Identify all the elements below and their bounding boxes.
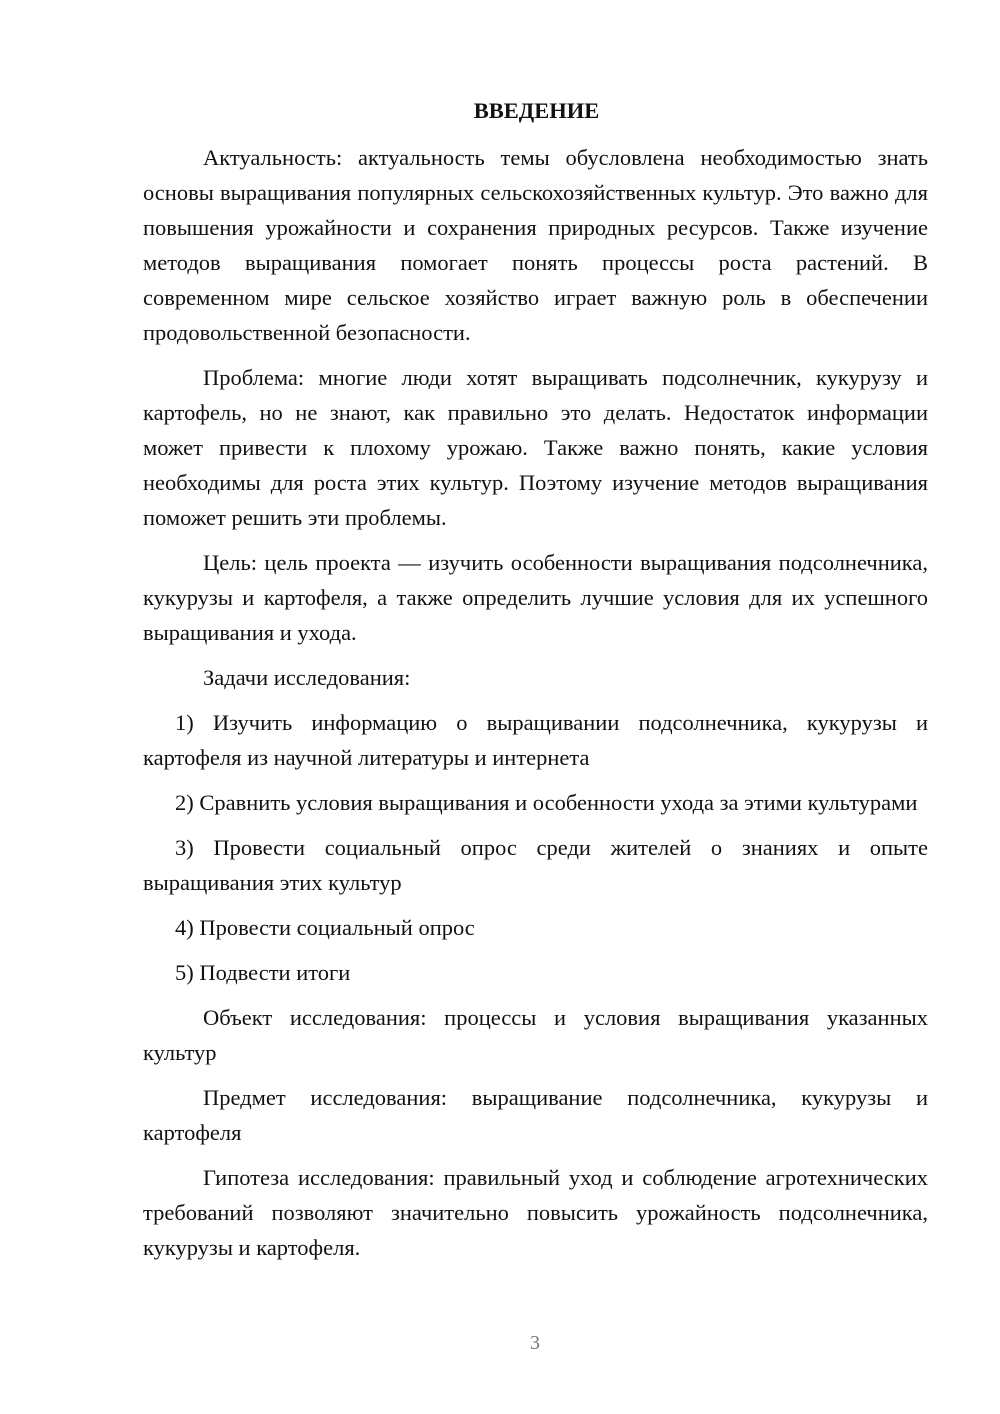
page-number: 3	[530, 1332, 540, 1354]
document-page	[143, 96, 928, 1275]
paragraph-relevance: Актуальность: актуальность темы обусловлена необходимостью знать основы выращивания популярных сельскохозяйственных культур. Это важно для повышения урожайности и сохранения природных ресурсов. Также изучение методов выращивания помогает понять процессы роста растений. В современном мире сельское хозяйство играет важную роль в обеспечении продовольственной безопасности.	[143, 145, 928, 345]
paragraph-hypothesis: Гипотеза исследования: правильный уход и соблюдение агротехнических требований позволяют значительно повысить урожайность подсолнечника, кукурузы и картофеля.	[143, 1165, 928, 1260]
paragraph-object: Объект исследования: процессы и условия выращивания указанных культур	[143, 1005, 928, 1065]
task-item: 5) Подвести итоги	[175, 960, 351, 985]
task-item: 1) Изучить информацию о выращивании подсолнечника, кукурузы и картофеля из научной литературы и интернета	[143, 710, 928, 770]
section-title: ВВЕДЕНИЕ	[473, 98, 600, 123]
task-item: 2) Сравнить условия выращивания и особенности ухода за этими культурами	[175, 790, 918, 815]
task-item: 3) Провести социальный опрос среди жителей о знаниях и опыте выращивания этих культур	[143, 835, 928, 895]
task-item: 4) Провести социальный опрос	[175, 915, 475, 940]
paragraph-goal: Цель: цель проекта — изучить особенности выращивания подсолнечника, кукурузы и картофеля, а также определить лучшие условия для их успешного выращивания и ухода.	[143, 550, 928, 645]
paragraph-problem: Проблема: многие люди хотят выращивать подсолнечник, кукурузу и картофель, но не знают, как правильно это делать. Недостаток информации может привести к плохому урожаю. Также важно понять, какие условия необходимы для роста этих культур. Поэтому изучение методов выращивания поможет решить эти проблемы.	[143, 365, 928, 530]
paragraph-tasks-heading: Задачи исследования:	[203, 665, 411, 690]
paragraph-subject: Предмет исследования: выращивание подсолнечника, кукурузы и картофеля	[143, 1085, 928, 1145]
